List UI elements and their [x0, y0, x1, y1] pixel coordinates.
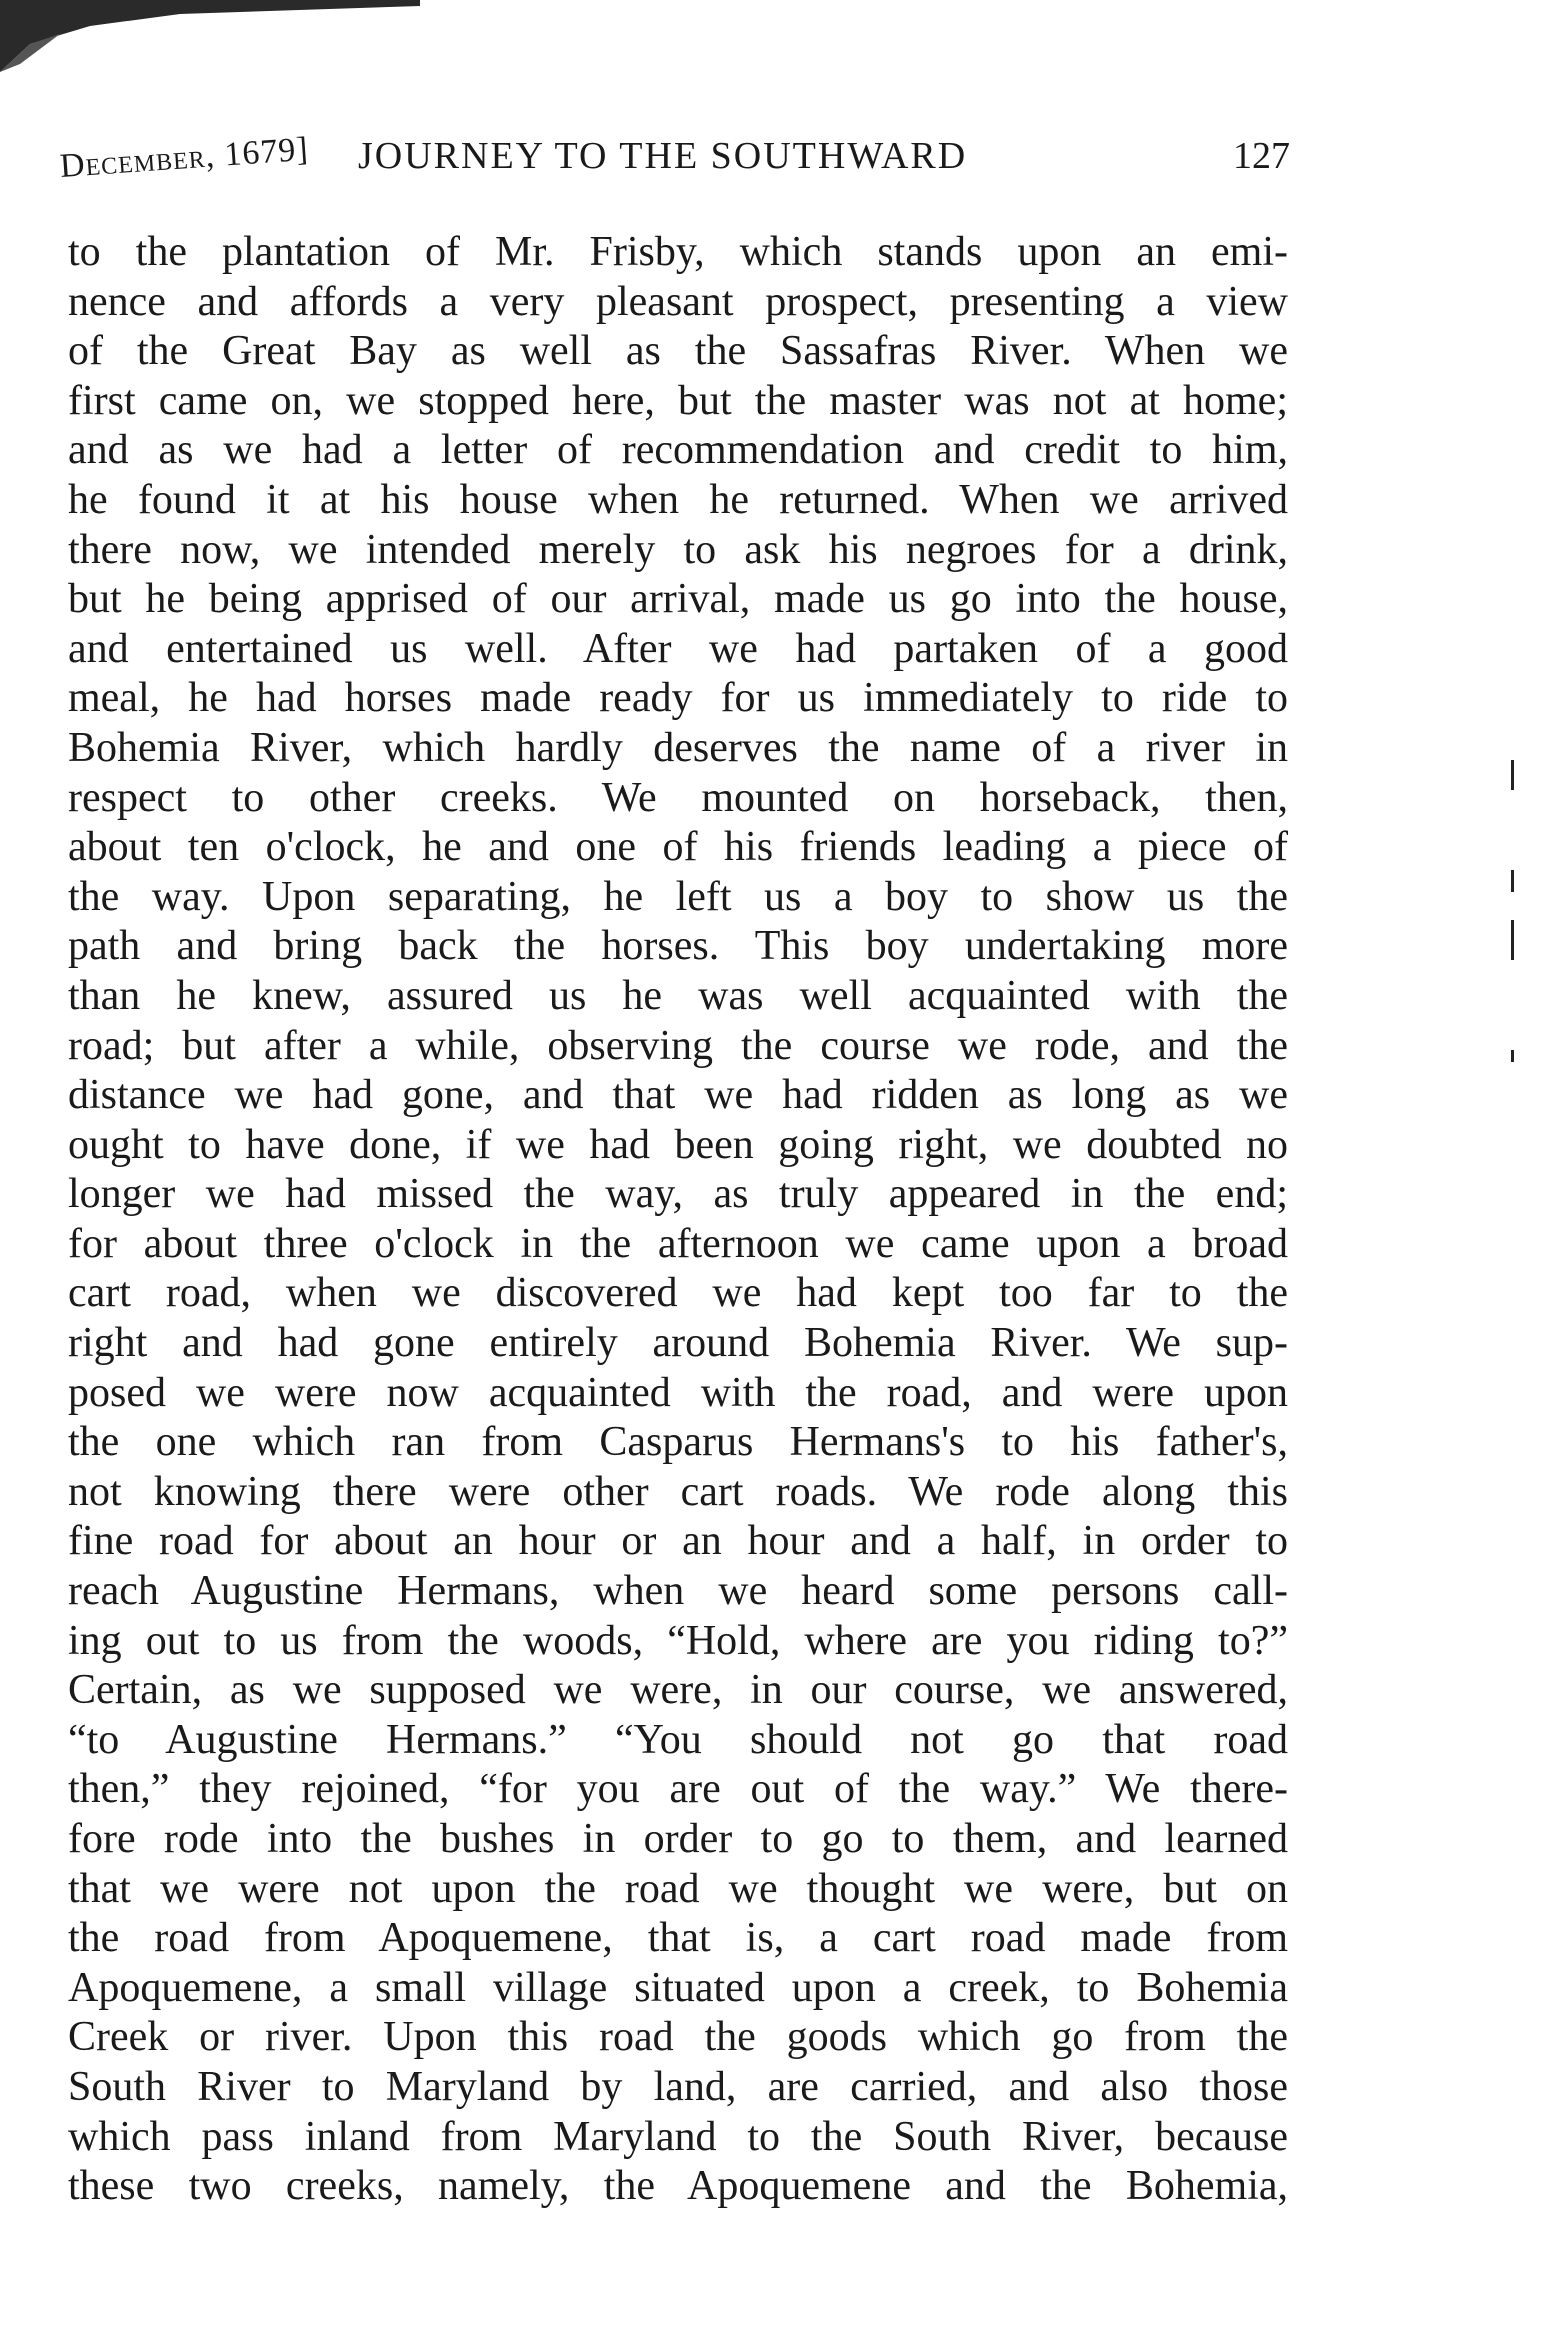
- text-line: cart road, when we discovered we had kept too far to the: [68, 1270, 1288, 1317]
- text-line: but he being apprised of our arrival, made us go into the house,: [68, 576, 1288, 623]
- text-line: he found it at his house when he returned. When we arrived: [68, 476, 1288, 523]
- margin-scan-marks: [1505, 760, 1525, 1080]
- scan-mark: [1511, 760, 1514, 790]
- text-line: right and had gone entirely around Bohemia River. We sup-: [68, 1320, 1288, 1367]
- text-line: there now, we intended merely to ask his negroes for a drink,: [68, 526, 1288, 573]
- page-number: 127: [1233, 135, 1290, 177]
- scan-mark: [1511, 1050, 1514, 1062]
- text-line: distance we had gone, and that we had ridden as long as we: [68, 1072, 1288, 1119]
- text-line: Creek or river. Upon this road the goods which go from the: [68, 2014, 1288, 2061]
- text-line: fore rode into the bushes in order to go to them, and learned: [68, 1816, 1288, 1862]
- text-line: Bohemia River, which hardly deserves the name of a river in: [68, 724, 1288, 771]
- text-line: ought to have done, if we had been going right, we doubted no: [68, 1121, 1288, 1168]
- scan-edge-shadow: [0, 0, 420, 80]
- text-line: about ten o'clock, he and one of his friends leading a piece of: [68, 824, 1288, 871]
- text-line: path and bring back the horses. This boy undertaking more: [68, 923, 1288, 970]
- text-line: which pass inland from Maryland to the South River, because: [68, 2113, 1288, 2160]
- text-line: reach Augustine Hermans, when we heard some persons call-: [68, 1568, 1288, 1615]
- text-line: South River to Maryland by land, are carried, and also those: [68, 2063, 1288, 2110]
- text-line: of the Great Bay as well as the Sassafras River. When we: [68, 328, 1288, 375]
- running-header: [60, 128, 1290, 198]
- text-line: first came on, we stopped here, but the master was not at home;: [68, 377, 1288, 424]
- text-line: the one which ran from Casparus Hermans's to his father's,: [68, 1419, 1288, 1466]
- text-line: Certain, as we supposed we were, in our course, we answered,: [68, 1667, 1288, 1714]
- scan-edge-shadow-shape: [0, 0, 420, 80]
- text-line: Apoquemene, a small village situated upon a creek, to Bohemia: [68, 1964, 1288, 2011]
- body-text: [68, 228, 1288, 2212]
- text-line: to the plantation of Mr. Frisby, which stands upon an emi-: [68, 229, 1288, 275]
- text-line: these two creeks, namely, the Apoquemene and the Bohemia,: [68, 2163, 1288, 2210]
- header-title: JOURNEY TO THE SOUTHWARD: [358, 135, 968, 177]
- text-line: the road from Apoquemene, that is, a cart road made from: [68, 1915, 1288, 1962]
- scan-mark: [1511, 870, 1514, 892]
- text-line: the way. Upon separating, he left us a boy to show us the: [68, 873, 1288, 920]
- text-line: than he knew, assured us he was well acquainted with the: [68, 972, 1288, 1019]
- header-date: December, 1679]: [58, 130, 310, 185]
- text-line: fine road for about an hour or an hour and a half, in order to: [68, 1518, 1288, 1565]
- text-line: longer we had missed the way, as truly appeared in the end;: [68, 1171, 1288, 1218]
- text-line: ing out to us from the woods, “Hold, where are you riding to?”: [68, 1617, 1288, 1664]
- text-line: respect to other creeks. We mounted on horseback, then,: [68, 774, 1288, 821]
- text-line: road; but after a while, observing the course we rode, and the: [68, 1022, 1288, 1069]
- text-line: for about three o'clock in the afternoon we came upon a broad: [68, 1220, 1288, 1267]
- text-line: that we were not upon the road we thought we were, but on: [68, 1865, 1288, 1912]
- text-line: meal, he had horses made ready for us immediately to ride to: [68, 675, 1288, 722]
- text-line: posed we were now acquainted with the road, and were upon: [68, 1369, 1288, 1416]
- text-line: then,” they rejoined, “for you are out of the way.” We there-: [68, 1766, 1288, 1813]
- text-line: and entertained us well. After we had partaken of a good: [68, 625, 1288, 672]
- text-line: not knowing there were other cart roads. We rode along this: [68, 1468, 1288, 1515]
- text-line: nence and affords a very pleasant prospect, presenting a view: [68, 278, 1288, 325]
- text-line: “to Augustine Hermans.” “You should not go that road: [68, 1716, 1288, 1763]
- scan-mark: [1511, 920, 1514, 960]
- text-line: and as we had a letter of recommendation and credit to him,: [68, 427, 1288, 474]
